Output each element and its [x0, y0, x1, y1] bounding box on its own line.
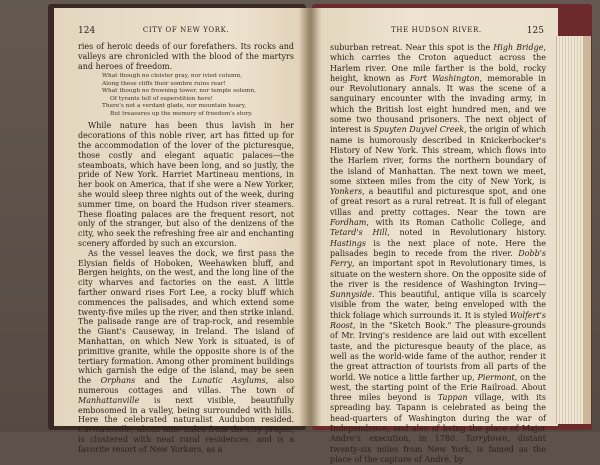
left-running-head: CITY OF NEW YORK. — [142, 26, 230, 34]
place-name: Tarrytown — [465, 434, 508, 444]
place-name: Wolfert's Roost — [330, 310, 546, 331]
page-edges — [556, 36, 591, 424]
verse-line: But treasures up the memory of freedom's story. — [110, 110, 253, 117]
place-name: Tappan — [437, 393, 468, 403]
place-name: Carmansville — [78, 425, 132, 435]
place-name: Fort Washington — [409, 73, 480, 83]
place-name: Spuyten Duyvel Creek — [373, 125, 465, 135]
verse-line: Along these cliffs their sombre ruins rear! — [102, 80, 226, 87]
left-paragraph-voyage: As the vessel leaves the dock, we first pass the Elysian fields of Hoboken, Weehawken bluff, and Bergen heights, on the west, and the long line of the city wharves and factories on the east. A little farther onward rises Fort Lee, a rocky bluff which commences the palisades, and which extend some twenty-five miles up the river, and then strike inland. The palisade range are of trap-rock, and resemble the Giant's Causeway, in Ireland. The island of Manhattan, on which New York is situated, is of primitive granite, while the opposite shore is of the tertiary formation. Among other prominent buildings which garnish the edge of the island, may be seen the Orphans and the Lunatic Asylums, also numerous cottages and villas. The town of Manhattanville is next visible, beautifully embosomed in a valley, being surrounded with hills. Here the celebrated naturalist Audubon resided. Carmansville, about nine miles from the city proper, is clustered with neat rural residences, and is a favorite resort of New Yorkers, as a — [78, 248, 294, 454]
left-page — [54, 8, 310, 454]
right-running-head: THE HUDSON RIVER. — [391, 26, 482, 34]
verse-block — [96, 73, 294, 118]
place-name: Orphans — [100, 376, 136, 386]
place-name: Manhattanville — [78, 395, 140, 405]
verse-line: What though no cloister gray, nor ivied column, — [102, 73, 243, 80]
place-name: Yonkers — [330, 187, 363, 197]
verse-line: Of tyrants tell of superstition here! — [110, 95, 213, 102]
place-name: Sunnyside — [330, 290, 372, 300]
place-name: Hastings — [330, 238, 367, 248]
right-paragraph: suburban retreat. Near this spot is the High Bridge, which carries the Croton aqueduct across the Harlem river. One mile farther is the bold, rocky height, known as Fort Washington, memorable in our Revolutionary annals. It was the scene of a sanguinary encounter with the invading army, in which the British lost eight hundred men, and we some two thousand prisoners. The next object of interest is Spuyten Duyvel Creek, the origin of which name is humorously described in Knickerbocker's History of New York. This stream, which flows into the Harlem river, forms the northern boundary of the island of Manhattan. The next town we meet, some sixteen miles from the city of New York, is Yonkers, a beautiful and picturesque spot, and one of great resort as a rural retreat. It is full of elegant villas and pretty cottages. Near the town are Fordham, with its Roman Catholic College, and Tetard's Hill, noted in Revolutionary history. Hastings is the next place of note. Here the palisades begin to recede from the river. Dobb's Ferry, an important spot in Revolutionary times, is situate on the western shore. On the opposite side of the river is the residence of Washington Irving—Sunnyside. This beautiful, antique villa is scarcely visible from the water, being enveloped with the thick foliage which surrounds it. It is styled Wolfert's Roost, in the "Sketch Book." The pleasure-grounds of Mr. Irving's residence are laid out with excellent taste, and the picturesque beauty of the place, as well as the world-wide fame of the author, render it the great attraction of tourists from all parts of the world. We notice a little farther up, Piermont, on the west, the starting point of the Erie Railroad. About three miles beyond is Tappan village, with its spreading bay. Tapann is celebrated as being the head-quarters of Washington during the war of Independence, and also of being the place of Major Andre's execution, in 1780. Tarrytown, distant twenty-six miles from New York, is famed as the place of the capture of André, by — [330, 43, 547, 464]
right-page-number: 125 — [526, 26, 544, 36]
right-page-header — [330, 26, 544, 36]
place-name: Tetard's Hill — [330, 228, 388, 238]
right-page — [310, 8, 558, 464]
place-name: Fordham — [330, 218, 367, 228]
left-opening-paragraph: ries of heroic deeds of our forefathers. Its rocks and valleys are chronicled with the blood of the martyrs and heroes of freedom. — [78, 42, 294, 71]
left-page-header — [78, 26, 293, 36]
left-page-number: 124 — [78, 26, 96, 36]
place-name: Piermont — [477, 372, 515, 382]
place-name: Dobb's Ferry — [330, 248, 546, 269]
left-page-body — [78, 42, 294, 454]
place-name: High Bridge — [493, 43, 544, 52]
right-page-body — [330, 43, 546, 465]
verse-line: There's not a verdant glade, nor mountain hoary, — [102, 103, 247, 110]
left-paragraph-steamboats: While nature has been thus lavish in her decorations of this noble river, art has fitted up for the accommodation of the lover of the picturesque, those costly and elegant aquatic palaces—the steamboats, which have been long, and so justly, the pride of New York. Harriet Martineau mentions, in her book on America, that if she were a New Yorker, she would sleep three nights out of the week, during summer time, on board the Hudson river steamers. These floating palaces are the frequent resort, not only of the stranger, but also of the denizens of the city, who seek the refreshing free air and enchanting scenery afforded by such an excursion. — [78, 121, 294, 248]
verse-line: What though no frowning tower, nor temple solemn, — [102, 88, 256, 95]
place-name: Lunatic Asylums — [191, 376, 266, 386]
